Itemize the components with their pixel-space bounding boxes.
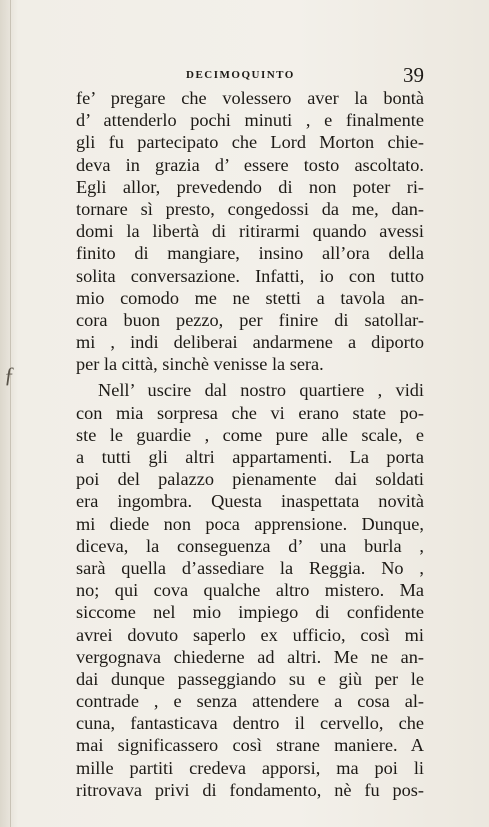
text-line: ritrovava privi di fondamento, nè fu pos-: [76, 779, 424, 800]
text-line: era ingombra. Questa inaspettata novità: [76, 491, 424, 512]
margin-mark: ƒ: [4, 362, 15, 387]
text-line: dai dunque passeggiando su e giù per le: [76, 668, 424, 689]
text-line: domi la libertà di ritirarmi quando avessi: [76, 221, 424, 242]
text-line: finito di mangiare, insino all’ora della: [76, 243, 424, 264]
text-line: mai significassero così strane maniere. A: [76, 735, 424, 756]
page-number: 39: [403, 63, 424, 87]
text-line: Nell’ uscire dal nostro quartiere , vidi: [98, 380, 424, 401]
text-line: mi diede non poca apprensione. Dunque,: [76, 513, 424, 534]
text-line: tornare sì presto, congedossi da me, dan-: [76, 198, 424, 219]
text-line: a tutti gli altri appartamenti. La porta: [76, 447, 424, 467]
text-line: Egli allor, prevedendo di non poter ri-: [76, 176, 424, 197]
running-head: DECIMOQUINTO: [186, 69, 295, 81]
body-text: [76, 87, 424, 801]
text-line: deva in grazia d’ essere tosto ascoltato.: [76, 154, 424, 175]
text-line: mio comodo me ne stetti a tavola an-: [76, 287, 424, 308]
text-line: cora buon pezzo, per finire di satollar-: [76, 309, 424, 330]
page-fold-edge: [10, 0, 11, 827]
text-line: solita conversazione. Infatti, io con tutto: [76, 265, 424, 286]
text-line: vergognava chiederne ad altri. Me ne an-: [76, 646, 424, 667]
text-line: avrei dovuto saperlo ex ufficio, così mi: [76, 624, 424, 645]
text-line: diceva, la conseguenza d’ una burla ,: [76, 535, 424, 556]
text-line: no; qui cova qualche altro mistero. Ma: [76, 580, 424, 601]
text-line: sarà quella d’assediare la Reggia. No ,: [76, 557, 424, 578]
paragraph-1: [76, 87, 424, 375]
text-line: mille partiti credeva apporsi, ma poi li: [76, 757, 424, 778]
text-line: con mia sorpresa che vi erano state po-: [76, 402, 424, 423]
text-line: per la città, sinchè venisse la sera.: [76, 354, 324, 375]
paragraph-2: [76, 379, 424, 801]
text-line: gli fu partecipato che Lord Morton chie-: [76, 132, 424, 153]
text-line: ste le guardie , come pure alle scale, e: [76, 424, 424, 445]
text-line: mi , indi deliberai andarmene a diporto: [76, 332, 424, 353]
text-line: d’ attenderlo pochi minuti , e finalmente: [76, 110, 424, 131]
text-line: poi del palazzo pienamente dai soldati: [76, 469, 424, 490]
text-line: siccome nel mio impiego di confidente: [76, 602, 424, 623]
page-header: [76, 63, 424, 87]
text-line: fe’ pregare che volessero aver la bontà: [76, 88, 424, 108]
text-line: contrade , e senza attendere a cosa al-: [76, 691, 424, 712]
text-line: cuna, fantasticava dentro il cervello, che: [76, 713, 424, 734]
